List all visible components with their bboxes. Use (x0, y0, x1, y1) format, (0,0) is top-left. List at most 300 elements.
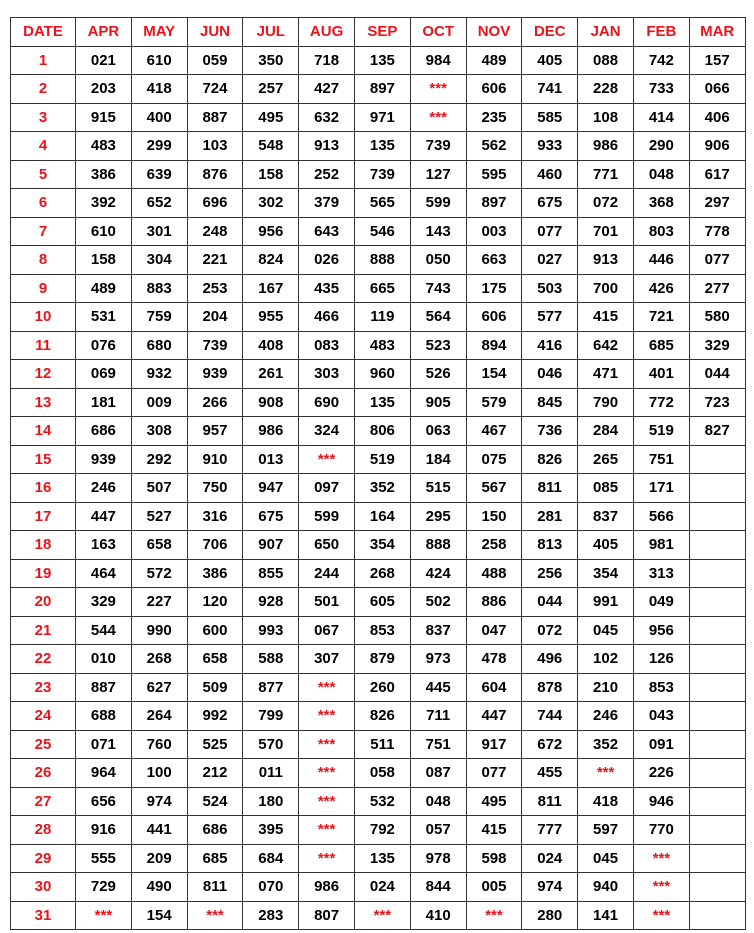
value-cell: 806 (354, 417, 410, 446)
value-cell: 066 (689, 75, 745, 104)
value-cell: 736 (522, 417, 578, 446)
table-row (11, 673, 746, 702)
value-cell: 733 (633, 75, 689, 104)
value-cell: 418 (578, 787, 634, 816)
value-cell: *** (299, 844, 355, 873)
value-cell: 845 (522, 388, 578, 417)
value-cell: 401 (633, 360, 689, 389)
value-cell: 171 (633, 474, 689, 503)
value-cell: 307 (299, 645, 355, 674)
value-cell: 184 (410, 445, 466, 474)
value-cell: 244 (299, 559, 355, 588)
date-cell: 27 (11, 787, 76, 816)
value-cell: 467 (466, 417, 522, 446)
table-row (11, 274, 746, 303)
value-cell: 910 (187, 445, 243, 474)
value-cell: 610 (131, 46, 187, 75)
date-cell: 11 (11, 331, 76, 360)
value-cell: 700 (578, 274, 634, 303)
value-cell: 511 (354, 730, 410, 759)
value-cell: *** (299, 730, 355, 759)
header-jan: JAN (578, 18, 634, 47)
value-cell: 887 (187, 103, 243, 132)
value-cell: 460 (522, 160, 578, 189)
results-table (10, 17, 746, 930)
value-cell: 077 (689, 246, 745, 275)
value-cell: 642 (578, 331, 634, 360)
value-cell: 663 (466, 246, 522, 275)
value-cell: 005 (466, 873, 522, 902)
value-cell: 964 (76, 759, 132, 788)
value-cell: 811 (522, 787, 578, 816)
value-cell: 408 (243, 331, 299, 360)
value-cell: *** (410, 75, 466, 104)
value-cell: 141 (578, 901, 634, 930)
value-cell: 597 (578, 816, 634, 845)
value-cell: 743 (410, 274, 466, 303)
date-cell: 6 (11, 189, 76, 218)
date-cell: 31 (11, 901, 76, 930)
value-cell: 897 (354, 75, 410, 104)
date-cell: 24 (11, 702, 76, 731)
table-row (11, 331, 746, 360)
table-row (11, 474, 746, 503)
value-cell: 986 (243, 417, 299, 446)
table-row (11, 873, 746, 902)
date-cell: 15 (11, 445, 76, 474)
value-cell: 772 (633, 388, 689, 417)
value-cell: 572 (131, 559, 187, 588)
value-cell: 304 (131, 246, 187, 275)
value-cell: 956 (243, 217, 299, 246)
value-cell: 986 (578, 132, 634, 161)
date-cell: 3 (11, 103, 76, 132)
date-cell: 8 (11, 246, 76, 275)
value-cell: 246 (76, 474, 132, 503)
value-cell: 837 (410, 616, 466, 645)
table-body (11, 46, 746, 930)
value-cell: 045 (578, 844, 634, 873)
value-cell: 986 (299, 873, 355, 902)
value-cell: 471 (578, 360, 634, 389)
value-cell: 565 (354, 189, 410, 218)
date-cell: 10 (11, 303, 76, 332)
value-cell: 248 (187, 217, 243, 246)
date-cell: 16 (11, 474, 76, 503)
value-cell: 009 (131, 388, 187, 417)
value-cell: 496 (522, 645, 578, 674)
value-cell: *** (299, 445, 355, 474)
date-cell: 28 (11, 816, 76, 845)
value-cell: 212 (187, 759, 243, 788)
value-cell: 424 (410, 559, 466, 588)
header-nov: NOV (466, 18, 522, 47)
value-cell: 127 (410, 160, 466, 189)
value-cell: 599 (410, 189, 466, 218)
value-cell: 044 (522, 588, 578, 617)
date-cell: 1 (11, 46, 76, 75)
value-cell: *** (299, 787, 355, 816)
value-cell: 228 (578, 75, 634, 104)
value-cell: 466 (299, 303, 355, 332)
value-cell: 043 (633, 702, 689, 731)
value-cell: 045 (578, 616, 634, 645)
value-cell: 656 (76, 787, 132, 816)
value-cell: 956 (633, 616, 689, 645)
value-cell: *** (299, 816, 355, 845)
value-cell: 097 (299, 474, 355, 503)
value-cell: 933 (522, 132, 578, 161)
value-cell: 435 (299, 274, 355, 303)
value-cell: 777 (522, 816, 578, 845)
value-cell: 324 (299, 417, 355, 446)
value-cell: 464 (76, 559, 132, 588)
value-cell: 606 (466, 303, 522, 332)
value-cell: 957 (187, 417, 243, 446)
value-cell: 455 (522, 759, 578, 788)
value-cell: 354 (354, 531, 410, 560)
table-row (11, 588, 746, 617)
value-cell: 209 (131, 844, 187, 873)
value-cell (689, 645, 745, 674)
value-cell: 102 (578, 645, 634, 674)
value-cell: 605 (354, 588, 410, 617)
value-cell: 588 (243, 645, 299, 674)
value-cell: 489 (76, 274, 132, 303)
value-cell (689, 531, 745, 560)
value-cell: 532 (354, 787, 410, 816)
value-cell: 744 (522, 702, 578, 731)
value-cell: 406 (689, 103, 745, 132)
value-cell: 072 (578, 189, 634, 218)
value-cell: 352 (578, 730, 634, 759)
value-cell: 154 (131, 901, 187, 930)
value-cell: 386 (187, 559, 243, 588)
value-cell: 235 (466, 103, 522, 132)
value-cell: 070 (243, 873, 299, 902)
value-cell: 652 (131, 189, 187, 218)
table-row (11, 160, 746, 189)
value-cell: 894 (466, 331, 522, 360)
value-cell: 446 (633, 246, 689, 275)
value-cell: 993 (243, 616, 299, 645)
date-cell: 19 (11, 559, 76, 588)
value-cell: 598 (466, 844, 522, 873)
value-cell: 405 (578, 531, 634, 560)
value-cell: 685 (187, 844, 243, 873)
table-row (11, 645, 746, 674)
value-cell: 523 (410, 331, 466, 360)
value-cell: 501 (299, 588, 355, 617)
value-cell: 792 (354, 816, 410, 845)
value-cell: 077 (466, 759, 522, 788)
date-cell: 7 (11, 217, 76, 246)
value-cell: 135 (354, 46, 410, 75)
value-cell: 410 (410, 901, 466, 930)
value-cell: 441 (131, 816, 187, 845)
value-cell: 069 (76, 360, 132, 389)
value-cell: 264 (131, 702, 187, 731)
value-cell: 329 (76, 588, 132, 617)
value-cell: 770 (633, 816, 689, 845)
value-cell: 203 (76, 75, 132, 104)
table-row (11, 189, 746, 218)
value-cell: 877 (243, 673, 299, 702)
value-cell: 991 (578, 588, 634, 617)
value-cell: 075 (466, 445, 522, 474)
table-row (11, 388, 746, 417)
value-cell: 303 (299, 360, 355, 389)
value-cell: 883 (131, 274, 187, 303)
value-cell: 379 (299, 189, 355, 218)
value-cell: 724 (187, 75, 243, 104)
value-cell: 567 (466, 474, 522, 503)
value-cell: 741 (522, 75, 578, 104)
value-cell: 277 (689, 274, 745, 303)
value-cell: 876 (187, 160, 243, 189)
table-row (11, 787, 746, 816)
value-cell: 013 (243, 445, 299, 474)
value-cell: 917 (466, 730, 522, 759)
value-cell: 181 (76, 388, 132, 417)
value-cell (689, 588, 745, 617)
value-cell: 913 (299, 132, 355, 161)
value-cell (689, 901, 745, 930)
value-cell: 087 (410, 759, 466, 788)
value-cell: 984 (410, 46, 466, 75)
value-cell: 313 (633, 559, 689, 588)
value-cell: 853 (354, 616, 410, 645)
value-cell: 268 (131, 645, 187, 674)
value-cell: 879 (354, 645, 410, 674)
value-cell: 978 (410, 844, 466, 873)
value-cell: 878 (522, 673, 578, 702)
value-cell: 771 (578, 160, 634, 189)
value-cell: 570 (243, 730, 299, 759)
value-cell: 395 (243, 816, 299, 845)
value-cell: 258 (466, 531, 522, 560)
value-cell: 915 (76, 103, 132, 132)
value-cell: 204 (187, 303, 243, 332)
value-cell: 908 (243, 388, 299, 417)
value-cell: 158 (76, 246, 132, 275)
value-cell: 947 (243, 474, 299, 503)
value-cell: 610 (76, 217, 132, 246)
value-cell: 577 (522, 303, 578, 332)
table-row (11, 502, 746, 531)
date-cell: 13 (11, 388, 76, 417)
table-row (11, 445, 746, 474)
table-row (11, 217, 746, 246)
value-cell: 044 (689, 360, 745, 389)
value-cell: 742 (633, 46, 689, 75)
value-cell: 524 (187, 787, 243, 816)
table-row (11, 360, 746, 389)
value-cell: 675 (522, 189, 578, 218)
value-cell: 268 (354, 559, 410, 588)
value-cell: 077 (522, 217, 578, 246)
value-cell: 675 (243, 502, 299, 531)
value-cell: 072 (522, 616, 578, 645)
table-row (11, 246, 746, 275)
value-cell: 751 (410, 730, 466, 759)
value-cell: 058 (354, 759, 410, 788)
value-cell: 690 (299, 388, 355, 417)
value-cell: 175 (466, 274, 522, 303)
value-cell: 226 (633, 759, 689, 788)
value-cell: 672 (522, 730, 578, 759)
value-cell: 261 (243, 360, 299, 389)
value-cell: 566 (633, 502, 689, 531)
table-row (11, 46, 746, 75)
value-cell: 280 (522, 901, 578, 930)
table-row (11, 730, 746, 759)
value-cell: 527 (131, 502, 187, 531)
table-row (11, 901, 746, 930)
value-cell: 971 (354, 103, 410, 132)
table-row (11, 531, 746, 560)
header-sep: SEP (354, 18, 410, 47)
value-cell: 906 (689, 132, 745, 161)
header-jun: JUN (187, 18, 243, 47)
value-cell: 600 (187, 616, 243, 645)
header-may: MAY (131, 18, 187, 47)
value-cell: 010 (76, 645, 132, 674)
value-cell: 021 (76, 46, 132, 75)
value-cell: 526 (410, 360, 466, 389)
value-cell: 063 (410, 417, 466, 446)
value-cell: 418 (131, 75, 187, 104)
value-cell: 562 (466, 132, 522, 161)
table-row (11, 616, 746, 645)
value-cell: 723 (689, 388, 745, 417)
value-cell: 519 (354, 445, 410, 474)
value-cell (689, 787, 745, 816)
value-cell: 076 (76, 331, 132, 360)
value-cell: *** (299, 673, 355, 702)
value-cell: 515 (410, 474, 466, 503)
value-cell: 302 (243, 189, 299, 218)
value-cell: 049 (633, 588, 689, 617)
value-cell: 555 (76, 844, 132, 873)
header-row (11, 18, 746, 47)
value-cell: 544 (76, 616, 132, 645)
value-cell: 108 (578, 103, 634, 132)
value-cell: 803 (633, 217, 689, 246)
date-cell: 21 (11, 616, 76, 645)
value-cell: 048 (633, 160, 689, 189)
value-cell: 658 (131, 531, 187, 560)
value-cell: 386 (76, 160, 132, 189)
value-cell: 686 (187, 816, 243, 845)
value-cell: 760 (131, 730, 187, 759)
value-cell: 990 (131, 616, 187, 645)
value-cell: 157 (689, 46, 745, 75)
value-cell: 658 (187, 645, 243, 674)
value-cell: 531 (76, 303, 132, 332)
value-cell: 292 (131, 445, 187, 474)
value-cell: 721 (633, 303, 689, 332)
date-cell: 30 (11, 873, 76, 902)
value-cell: *** (633, 901, 689, 930)
value-cell (689, 730, 745, 759)
value-cell: 489 (466, 46, 522, 75)
value-cell: 266 (187, 388, 243, 417)
value-cell: 826 (522, 445, 578, 474)
value-cell: 260 (354, 673, 410, 702)
value-cell (689, 673, 745, 702)
value-cell (689, 616, 745, 645)
value-cell: 299 (131, 132, 187, 161)
value-cell: 778 (689, 217, 745, 246)
value-cell: 807 (299, 901, 355, 930)
value-cell: 026 (299, 246, 355, 275)
value-cell: 519 (633, 417, 689, 446)
value-cell: 853 (633, 673, 689, 702)
value-cell: 126 (633, 645, 689, 674)
value-cell: 297 (689, 189, 745, 218)
value-cell: 011 (243, 759, 299, 788)
value-cell: 888 (354, 246, 410, 275)
value-cell: 352 (354, 474, 410, 503)
value-cell: 939 (187, 360, 243, 389)
value-cell: 154 (466, 360, 522, 389)
value-cell: 973 (410, 645, 466, 674)
value-cell: 564 (410, 303, 466, 332)
value-cell: 897 (466, 189, 522, 218)
value-cell: 729 (76, 873, 132, 902)
value-cell: 844 (410, 873, 466, 902)
value-cell: 974 (522, 873, 578, 902)
header-apr: APR (76, 18, 132, 47)
value-cell: 024 (354, 873, 410, 902)
value-cell: 210 (578, 673, 634, 702)
value-cell: 685 (633, 331, 689, 360)
value-cell: 940 (578, 873, 634, 902)
value-cell: 701 (578, 217, 634, 246)
date-cell: 4 (11, 132, 76, 161)
value-cell: 759 (131, 303, 187, 332)
value-cell: 495 (466, 787, 522, 816)
value-cell: 050 (410, 246, 466, 275)
value-cell: 281 (522, 502, 578, 531)
value-cell: 246 (578, 702, 634, 731)
value-cell: 415 (466, 816, 522, 845)
date-cell: 25 (11, 730, 76, 759)
value-cell: 639 (131, 160, 187, 189)
table-row (11, 75, 746, 104)
value-cell: 813 (522, 531, 578, 560)
value-cell: 905 (410, 388, 466, 417)
date-cell: 17 (11, 502, 76, 531)
value-cell: 824 (243, 246, 299, 275)
value-cell: 227 (131, 588, 187, 617)
table-row (11, 559, 746, 588)
value-cell: 928 (243, 588, 299, 617)
date-cell: 22 (11, 645, 76, 674)
value-cell: 284 (578, 417, 634, 446)
value-cell: 799 (243, 702, 299, 731)
value-cell: 507 (131, 474, 187, 503)
value-cell: 546 (354, 217, 410, 246)
value-cell: 688 (76, 702, 132, 731)
value-cell: 488 (466, 559, 522, 588)
value-cell: 308 (131, 417, 187, 446)
value-cell: 256 (522, 559, 578, 588)
value-cell: *** (633, 873, 689, 902)
table-row (11, 417, 746, 446)
value-cell (689, 502, 745, 531)
